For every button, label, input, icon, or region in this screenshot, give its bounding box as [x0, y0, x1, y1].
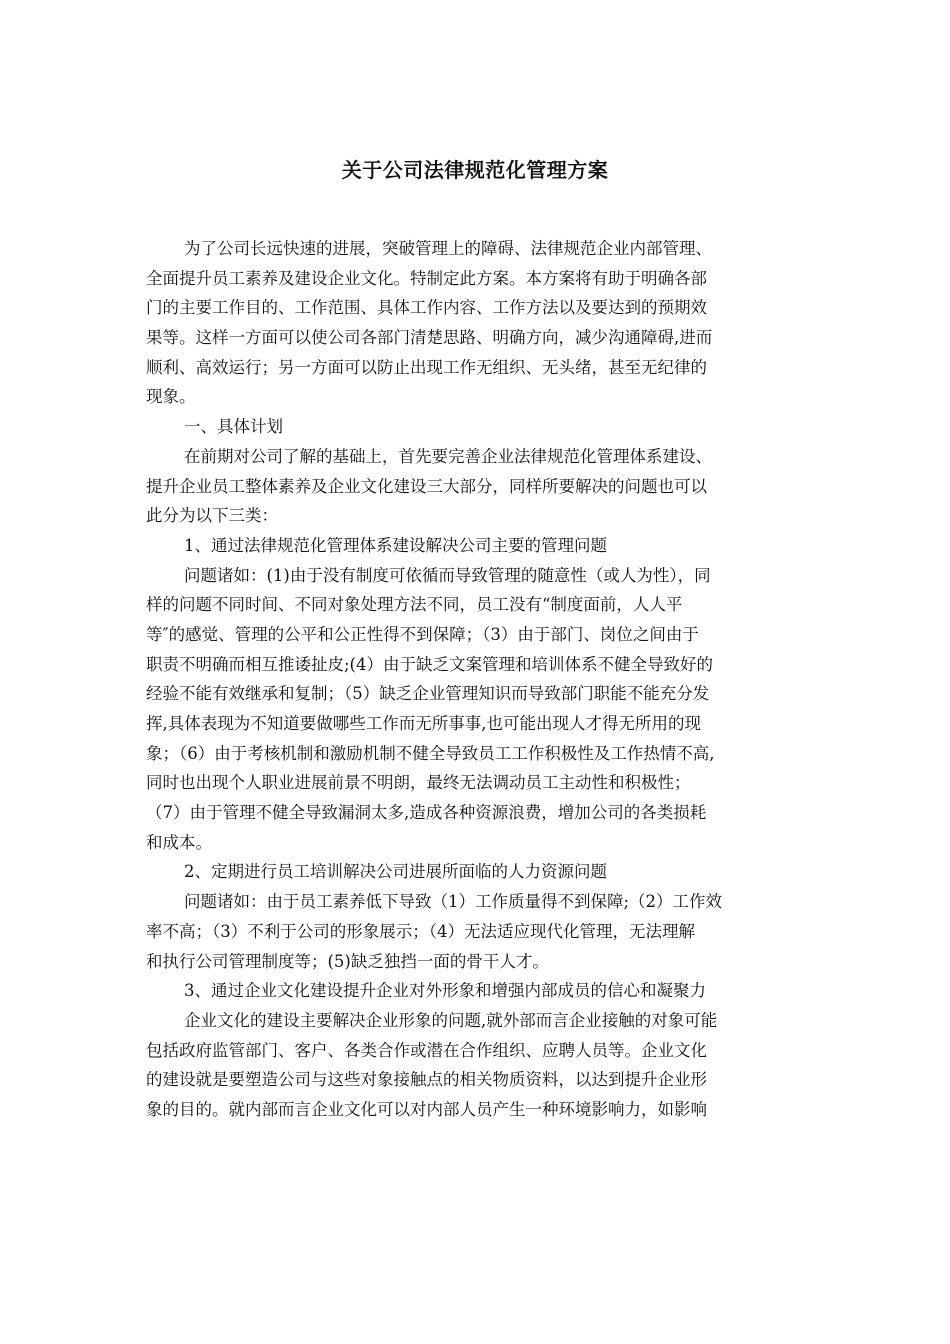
text-line: 率不高；（3）不利于公司的形象展示；（4）无法适应现代化管理，无法理解 — [146, 921, 695, 941]
text-line: 果等。这样一方面可以使公司各部门清楚思路、明确方向，减少沟通障碍,进而 — [146, 328, 713, 348]
text-line: 为了公司长远快速的进展，突破管理上的障碍、法律规范企业内部管理、 — [184, 239, 712, 258]
text-line: 职责不明确而相互推诿扯皮;(4）由于缺乏文案管理和培训体系不健全导致好的 — [146, 654, 713, 674]
text-line: 问题诸如：(1)由于没有制度可依循而导致管理的随意性（或人为性），同 — [184, 565, 711, 585]
text-line: 样的问题不同时间、不同对象处理方法不同，员工没有“制度面前，人人平 — [146, 595, 683, 615]
text-line: 等″的感觉、管理的公平和公正性得不到保障；（3）由于部门、岗位之间由于 — [146, 624, 699, 644]
text-line: 问题诸如：由于员工素养低下导致（1）工作质量得不到保障;（2）工作效 — [184, 892, 723, 912]
text-line: 象的目的。就内部而言企业文化可以对内部人员产生一种环境影响力，如影响 — [146, 1099, 707, 1119]
subsection-heading: 3、通过企业文化建设提升企业对外形象和增强内部成员的信心和凝聚力 — [184, 981, 706, 1001]
subsection-heading: 2、定期进行员工培训解决公司进展所面临的人力资源问题 — [184, 862, 607, 882]
text-line: 门的主要工作目的、工作范围、具体工作内容、工作方法以及要达到的预期效 — [146, 298, 707, 318]
text-line: 提升企业员工整体素养及企业文化建设三大部分，同样所要解决的问题也可以 — [146, 476, 707, 496]
subsection-heading: 1、通过法律规范化管理体系建设解决公司主要的管理问题 — [184, 535, 607, 555]
text-line: 的建设就是要塑造公司与这些对象接触点的相关物质资料，以达到提升企业形 — [146, 1070, 707, 1090]
text-line: 企业文化的建设主要解决企业形象的问题,就外部而言企业接触的对象可能 — [184, 1010, 718, 1030]
text-line: 同时也出现个人职业进展前景不明朗，最终无法调动员工主动性和积极性； — [146, 773, 691, 793]
text-line: 包括政府监管部门、客户、各类合作或潜在合作组织、应聘人员等。企业文化 — [146, 1040, 707, 1060]
text-line: 全面提升员工素养及建设企业文化。特制定此方案。本方案将有助于明确各部 — [146, 268, 707, 288]
text-line: 和执行公司管理制度等；(5)缺乏独挡一面的骨干人才。 — [146, 951, 549, 971]
text-line: （7）由于管理不健全导致漏洞太多,造成各种资源浪费，增加公司的各类损耗 — [146, 803, 707, 823]
text-line: 现象。 — [146, 387, 196, 407]
text-line: 顺利、高效运行；另一方面可以防止出现工作无组织、无头绪，甚至无纪律的 — [146, 357, 707, 377]
text-line: 和成本。 — [146, 832, 212, 852]
document-title: 关于公司法律规范化管理方案 — [341, 158, 609, 182]
text-line: 经验不能有效继承和复制；（5）缺乏企业管理知识而导致部门职能不能充分发 — [146, 684, 710, 704]
text-line: 在前期对公司了解的基础上，首先要完善企业法律规范化管理体系建设、 — [184, 446, 712, 466]
text-line: 挥,具体表现为不知道要做哪些工作而无所事事,也可能出现人才得无所用的现 — [146, 714, 701, 733]
text-line: 象；（6）由于考核机制和激励机制不健全导致员工工作积极性及工作热情不高, — [146, 743, 715, 763]
text-line: 此分为以下三类： — [146, 506, 278, 526]
section-heading: 一、具体计划 — [184, 417, 283, 437]
document-body — [146, 234, 812, 1125]
